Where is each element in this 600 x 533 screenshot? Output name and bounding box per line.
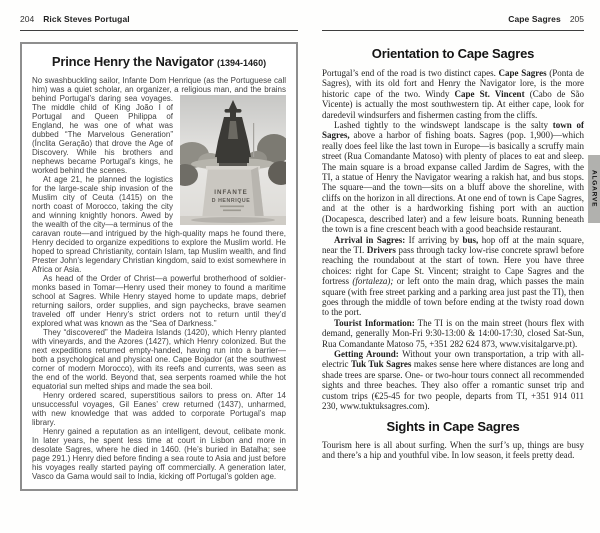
photo-lamp-post xyxy=(253,123,254,157)
henry-statue-photo xyxy=(180,95,286,225)
page-left xyxy=(20,14,298,491)
right-page-header xyxy=(322,14,584,31)
sidebar-box-title xyxy=(32,54,286,69)
orientation-paragraph-5: Getting Around: Without your own transportation, a trip with all-electric Tuk Tuk Sagres makes sense here where distances are long and shade trees are sparse. One- or two-hour tours connect all recommended sights and three beaches. They also offer a romantic sunset trip and custom trips (€25-45 for two people, departs from TI, +351 914 011 230, www.tuktuksagres.com). xyxy=(322,348,585,411)
box-paragraph-4: They “discovered” the Madeira Islands (1420), which Henry planted with vineyards, and the Azores (1427), which Henry colonized. But the next expeditions returned empty-handed, having run into a barrier—both a psychological and physical one. Cape Bojador (at the southwest corner of modern Morocco), with its reefs and currents, was seen as the end of the world. Beyond that, sea serpents roamed while the hot equatorial sun melted ships and made the sea boil. xyxy=(32,328,286,391)
inscription-small-line xyxy=(223,210,241,212)
page-right xyxy=(322,14,584,461)
pedestal-shadow xyxy=(191,217,275,223)
sidebar-box-title-text: Prince Henry the Navigator xyxy=(51,54,214,69)
orientation-paragraph-2: Lashed tightly to the windswept landscape is the salty town of Sagres, above a harbor of fishing boats. Sagres (pop. 1,900)—which really does feel like the last town in Europe—is basically a scruffy main street (Rua Comandante Matoso) with plenty of places to eat and sleep. The main square is a broad expanse called Jardim de Sagres, with the TI, a statue of Henry the Navigator wearing a rakish hat, and bus stops. The square—and the town—sits on a bluff above the shoreline, with cliffs on the horizon in all directions. At one end of town is Cape Sagres, and at the other is a hardworking fishing port with an auction (Docapesca, described later) and a few leisure boats. Running beneath the town is a fine crescent beach with a good beachside restaurant. xyxy=(322,120,585,235)
statue-inscription-line1: INFANTE xyxy=(214,189,248,196)
left-page-header-title: Rick Steves Portugal xyxy=(43,14,130,24)
statue-photo-illustration xyxy=(180,95,286,225)
sidebar-box-body xyxy=(32,76,286,481)
sights-heading: Sights in Cape Sagres xyxy=(386,419,520,435)
left-page-header xyxy=(20,14,298,31)
right-page-header-title: Cape Sagres xyxy=(508,14,561,24)
orientation-paragraph-4: Tourist Information: The TI is on the main street (hours flex with demand, generally Mon-Fri 9:30-13:00 & 14:00-17:30, closed Sat-Sun, Rua Comandante Matoso 75, +351 282 624 873, www.visitalgarve.pt). xyxy=(322,317,584,349)
right-page-number: 205 xyxy=(569,14,584,24)
prince-henry-sidebar-box xyxy=(20,42,298,491)
inscription-small-line xyxy=(220,206,244,208)
right-page-body xyxy=(322,68,584,461)
sights-paragraph-1: Tourism here is all about surfing. When the surf’s up, things are busy and there’s a hip and youthful vibe. In low season, it feels pretty dead. xyxy=(322,439,584,461)
orientation-paragraph-3: Arrival in Sagres: If arriving by bus, hop off at the main square, near the TI. Drivers pass through tacky low-rise concrete sprawl before reaching the roundabout at the start of town. Here you have three choices: right for Cape St. Vincent; straight to Cape Sagres and the fortress (fortaleza); or left onto the main drag, which passes the main square (with free street parking and a parking area just past the TI), then goes through the middle of town before ending at the twisty road down to the port. xyxy=(322,234,585,318)
algarve-edge-tab: ALGARVE xyxy=(588,155,600,223)
statue-inscription-line2: D HENRIQUE xyxy=(211,198,251,204)
box-paragraph-1: No swashbuckling sailor, Infante Dom Henrique (as the Portuguese call him) was a quiet scholar, an organizer, a religious man, and the brains behind Portugal’s daring sea voyages. The middle child of King João I of Portugal and Queen Philippa of England, he was one of what was dubbed “The Marvelous Generation” (Ínclita Geração) that drove the Age of Discovery. While his brothers and nephews became Portugal’s kings, he worked behind the scenes. xyxy=(32,76,286,175)
sidebar-box-title-dates: (1394-1460) xyxy=(217,58,267,68)
box-paragraph-5: Henry ordered scared, superstitious sailors to press on. After 14 unsuccessful voyages, Gil Eanes’ crew returned (1437), unharmed, with new knowledge that was added to corporate Portugal’s map library. xyxy=(32,391,286,427)
left-page-number: 204 xyxy=(20,14,35,24)
pedestal-cornice xyxy=(206,166,260,170)
box-paragraph-2: At age 21, he planned the logistics for the large-scale ship invasion of the Muslim city of Ceuta (1415) on the north coast of Morocco, taking the city and winning knightly honors. Awed by the wealth of the city—a terminus of the caravan route—and intrigued by the high-quality maps he found there, Henry decided to organize expeditions to explore the Muslim world. He hoped to spread Christianity, contain Islam, tap Muslim wealth, and find Prester John’s legendary Christian kingdom, said to exist somewhere in Africa or Asia. xyxy=(32,175,286,274)
box-paragraph-3: As head of the Order of Christ—a powerful brotherhood of soldier-monks based in Tomar—Henry used their money to found a maritime school at Sagres. While Henry stayed home to update maps, debrief returning sailors, order supplies, and sign paychecks, brave seamen traveled off under Henry’s strict orders not to return until they’d explored what was known as the “Sea of Darkness.” xyxy=(32,274,286,328)
box-paragraph-6: Henry gained a reputation as an intelligent, devout, celibate monk. In later years, he spent less time at court in Lisbon and more in desolate Sagres, where he died in 1460. (He’s buried in Batalha; see page 291.) Henry died before finding a sea route to Asia and just before his voyages really started paying off commercially. A generation later, Vasco da Gama would sail to India, kicking off Portugal’s golden age. xyxy=(32,427,286,481)
orientation-heading: Orientation to Cape Sagres xyxy=(371,46,535,61)
orientation-paragraph-1: Portugal’s end of the road is two distinct capes. Cape Sagres (Ponta de Sagres), with its old fort and Henry the Navigator lore, is the more historic cape of the two. Windy Cape St. Vincent (Cabo de São Vicente) is actually the most southwestern tip. At either cape, look for daredevil windsurfers and fishermen casting from the cliffs. xyxy=(322,68,584,120)
